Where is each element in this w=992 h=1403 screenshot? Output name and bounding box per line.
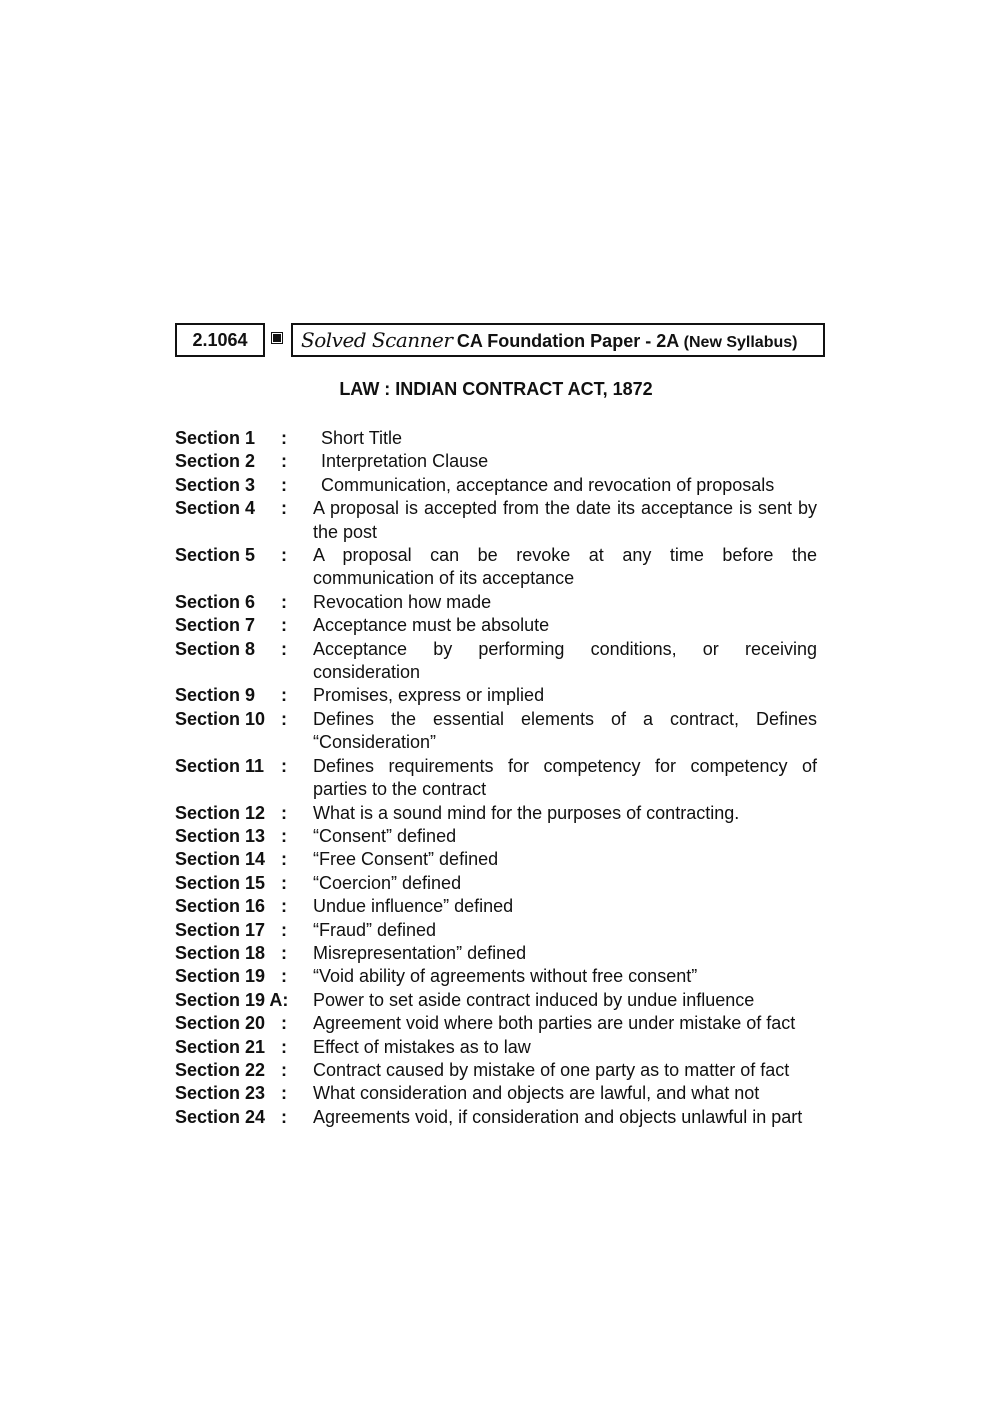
section-row <box>175 427 817 450</box>
section-label: Section 19 <box>175 966 266 987</box>
section-row <box>175 1012 817 1035</box>
section-colon: : <box>281 1013 287 1034</box>
section-row <box>175 895 817 918</box>
section-text: Promises, express or implied <box>313 685 545 706</box>
section-label: Section 21 <box>175 1036 266 1057</box>
section-label: Section 16 <box>175 896 266 917</box>
section-label: Section 13 <box>175 825 266 846</box>
book-title <box>291 323 825 357</box>
section-row <box>175 591 817 614</box>
section-colon: : <box>281 638 287 659</box>
section-colon: : <box>281 1059 287 1080</box>
section-row <box>175 684 817 707</box>
section-colon: : <box>281 919 287 940</box>
section-label: Section 14 <box>175 849 266 870</box>
section-colon: : <box>281 1106 287 1127</box>
section-label: Section 24 <box>175 1106 266 1127</box>
section-colon: : <box>281 428 287 448</box>
section-row <box>175 919 817 942</box>
section-colon: : <box>281 755 287 776</box>
section-label: Section 2 <box>175 451 256 472</box>
section-colon: : <box>281 802 287 823</box>
section-label: Section 23 <box>175 1083 266 1104</box>
section-row <box>175 614 817 637</box>
section-label: Section 1 <box>175 428 256 448</box>
section-row <box>175 872 817 895</box>
section-label: Section 9 <box>175 685 256 706</box>
section-row <box>175 942 817 965</box>
section-text: Short Title <box>321 428 403 448</box>
section-text: A proposal can be revoke at any time before the communication of its acceptance <box>313 545 817 589</box>
section-colon: : <box>281 966 287 987</box>
section-row <box>175 497 817 544</box>
section-text: Agreement void where both parties are under mistake of fact <box>313 1013 796 1034</box>
section-text: A proposal is accepted from the date its acceptance is sent by the post <box>313 498 817 542</box>
section-label: Section 5 <box>175 545 256 566</box>
section-label: Section 4 <box>175 498 256 519</box>
section-colon: : <box>281 498 287 519</box>
section-label: Section 19 A: <box>175 989 289 1010</box>
section-row <box>175 544 817 591</box>
section-colon: : <box>281 825 287 846</box>
title-main: CA Foundation Paper - 2A <box>456 331 680 351</box>
section-row <box>175 1059 817 1082</box>
section-colon: : <box>281 451 287 472</box>
section-label: Section 3 <box>175 474 256 495</box>
section-label: Section 17 <box>175 919 266 940</box>
square-bullet-icon <box>271 332 283 344</box>
section-text: “Free Consent” defined <box>313 849 499 870</box>
section-label: Section 7 <box>175 615 256 636</box>
section-text: Power to set aside contract induced by undue influence <box>313 989 755 1010</box>
section-label: Section 18 <box>175 942 266 963</box>
section-row <box>175 1082 817 1105</box>
section-text: “Fraud” defined <box>313 919 437 940</box>
page-header <box>175 323 817 357</box>
section-colon: : <box>281 615 287 636</box>
section-text: What is a sound mind for the purposes of contracting. <box>313 802 740 823</box>
section-text: Misrepresentation” defined <box>313 942 527 963</box>
section-label: Section 15 <box>175 872 266 893</box>
section-colon: : <box>281 545 287 566</box>
section-colon: : <box>281 942 287 963</box>
section-colon: : <box>281 896 287 917</box>
section-label: Section 6 <box>175 591 256 612</box>
section-row <box>175 965 817 988</box>
section-colon: : <box>281 708 287 729</box>
section-row <box>175 638 817 685</box>
section-text: Revocation how made <box>313 591 492 612</box>
section-label: Section 12 <box>175 802 266 823</box>
section-label: Section 8 <box>175 638 256 659</box>
brand-name: Solved Scanner <box>301 328 453 352</box>
section-label: Section 20 <box>175 1013 266 1034</box>
section-text: “Coercion” defined <box>313 872 462 893</box>
section-row <box>175 474 817 497</box>
section-colon: : <box>281 474 287 495</box>
section-text: “Void ability of agreements without free consent” <box>313 966 698 987</box>
section-row <box>175 450 817 473</box>
section-text: Communication, acceptance and revocation of proposals <box>321 474 775 495</box>
section-text: Acceptance by performing conditions, or receiving consideration <box>313 638 817 683</box>
section-row <box>175 755 817 802</box>
section-text: Interpretation Clause <box>321 451 489 472</box>
section-text: Acceptance must be absolute <box>313 615 550 636</box>
section-text: Defines the essential elements of a contract, Defines “Consideration” <box>313 708 817 753</box>
section-colon: : <box>281 849 287 870</box>
section-label: Section 10 <box>175 708 266 729</box>
section-colon: : <box>281 685 287 706</box>
section-text: Contract caused by mistake of one party as to matter of fact <box>313 1059 790 1080</box>
section-text: “Consent” defined <box>313 825 457 846</box>
section-text: What consideration and objects are lawful, and what not <box>313 1083 760 1104</box>
section-text: Defines requirements for competency for competency of parties to the contract <box>313 755 817 800</box>
section-row <box>175 848 817 871</box>
section-row <box>175 1106 817 1129</box>
section-text: Effect of mistakes as to law <box>313 1036 531 1057</box>
section-text: Agreements void, if consideration and objects unlawful in part <box>313 1106 803 1127</box>
section-text: Undue influence” defined <box>313 896 514 917</box>
title-sub: (New Syllabus) <box>683 334 798 351</box>
section-colon: : <box>281 1083 287 1104</box>
section-colon: : <box>281 872 287 893</box>
section-label: Section 22 <box>175 1059 266 1080</box>
section-colon: : <box>281 1036 287 1057</box>
section-row <box>175 802 817 825</box>
sections-list <box>175 427 817 1129</box>
section-label: Section 11 <box>175 755 265 776</box>
section-row <box>175 989 817 1012</box>
section-row <box>175 825 817 848</box>
page-heading: LAW : INDIAN CONTRACT ACT, 1872 <box>339 379 653 399</box>
page-number: 2.1064 <box>175 323 265 357</box>
section-colon: : <box>281 591 287 612</box>
section-row <box>175 708 817 755</box>
section-row <box>175 1036 817 1059</box>
